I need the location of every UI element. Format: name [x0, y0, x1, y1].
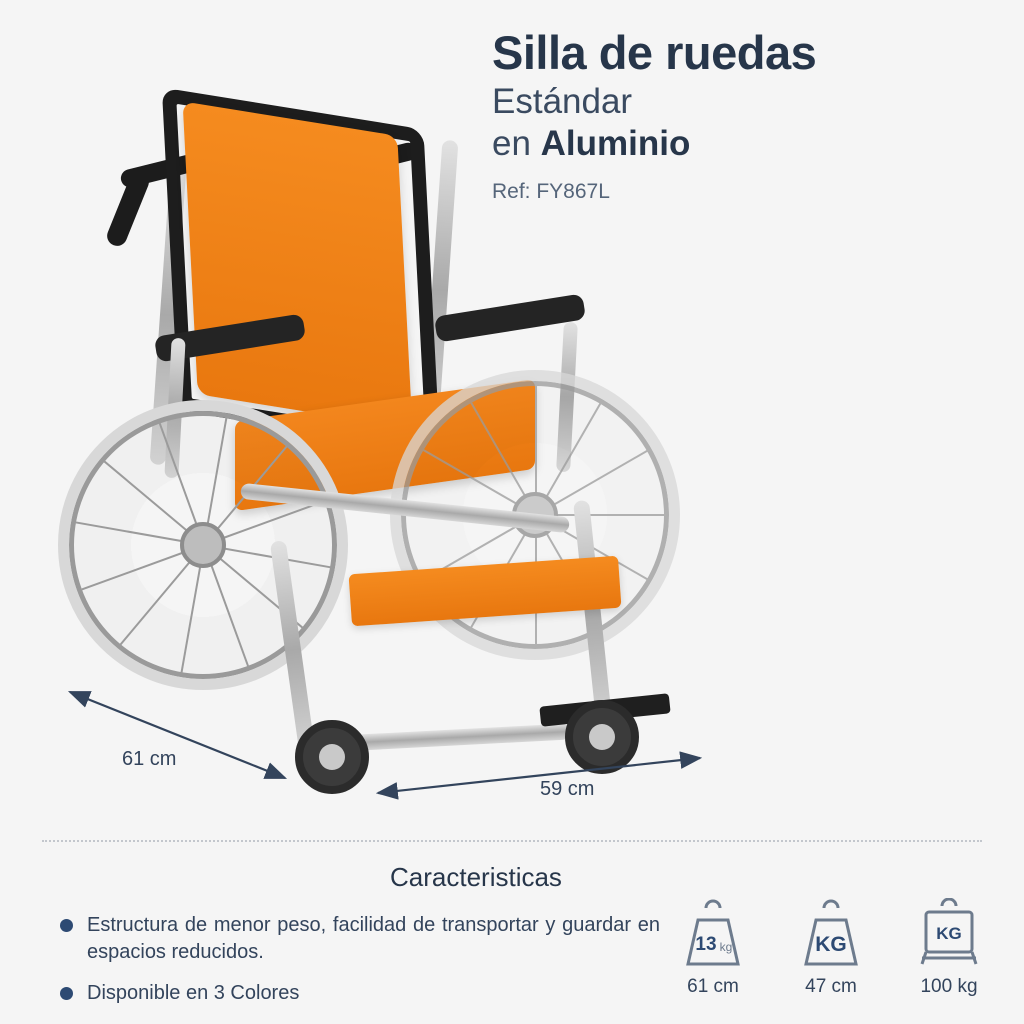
spec-icons [668, 898, 994, 998]
spec-caption: 100 kg [920, 976, 978, 997]
features-title: Caracteristicas [390, 862, 562, 892]
list-item [60, 980, 660, 1007]
svg-text:KG: KG [815, 933, 847, 956]
bullet-dot-icon [60, 987, 73, 1000]
weight-icon [786, 898, 876, 970]
spec-item-max-load [904, 898, 994, 998]
svg-text:13: 13 [695, 934, 717, 955]
page-title: Silla de ruedas [492, 26, 817, 79]
subtitle-prefix: en [492, 123, 541, 163]
dimension-depth-label: 61 cm [122, 748, 177, 770]
spec-caption: 47 cm [805, 976, 857, 997]
feature-text: Disponible en 3 Colores [87, 982, 300, 1004]
list-item [60, 912, 660, 966]
spec-caption: 61 cm [687, 976, 739, 997]
svg-text:kg: kg [719, 940, 733, 954]
hub-left [180, 522, 226, 568]
feature-text: Estructura de menor peso, facilidad de transportar y guardar en espacios reducidos. [87, 914, 660, 963]
subtitle-material: Aluminio [540, 123, 691, 163]
product-image [40, 70, 740, 770]
svg-text:KG: KG [936, 924, 962, 943]
features-list [60, 912, 660, 1021]
backrest-cushion [183, 101, 413, 428]
dimension-width-label: 59 cm [540, 778, 595, 800]
section-divider [42, 840, 982, 842]
subtitle-line-1: Estándar [492, 82, 633, 122]
spec-item-seat-width [668, 898, 758, 998]
scale-icon [904, 898, 994, 970]
product-reference: Ref: FY867L [492, 179, 610, 203]
rear-wheel-left [58, 400, 348, 690]
bullet-dot-icon [60, 919, 73, 932]
spec-item-seat-depth [786, 898, 876, 998]
wheelchair-illustration [40, 70, 740, 770]
weight-icon [668, 898, 758, 970]
